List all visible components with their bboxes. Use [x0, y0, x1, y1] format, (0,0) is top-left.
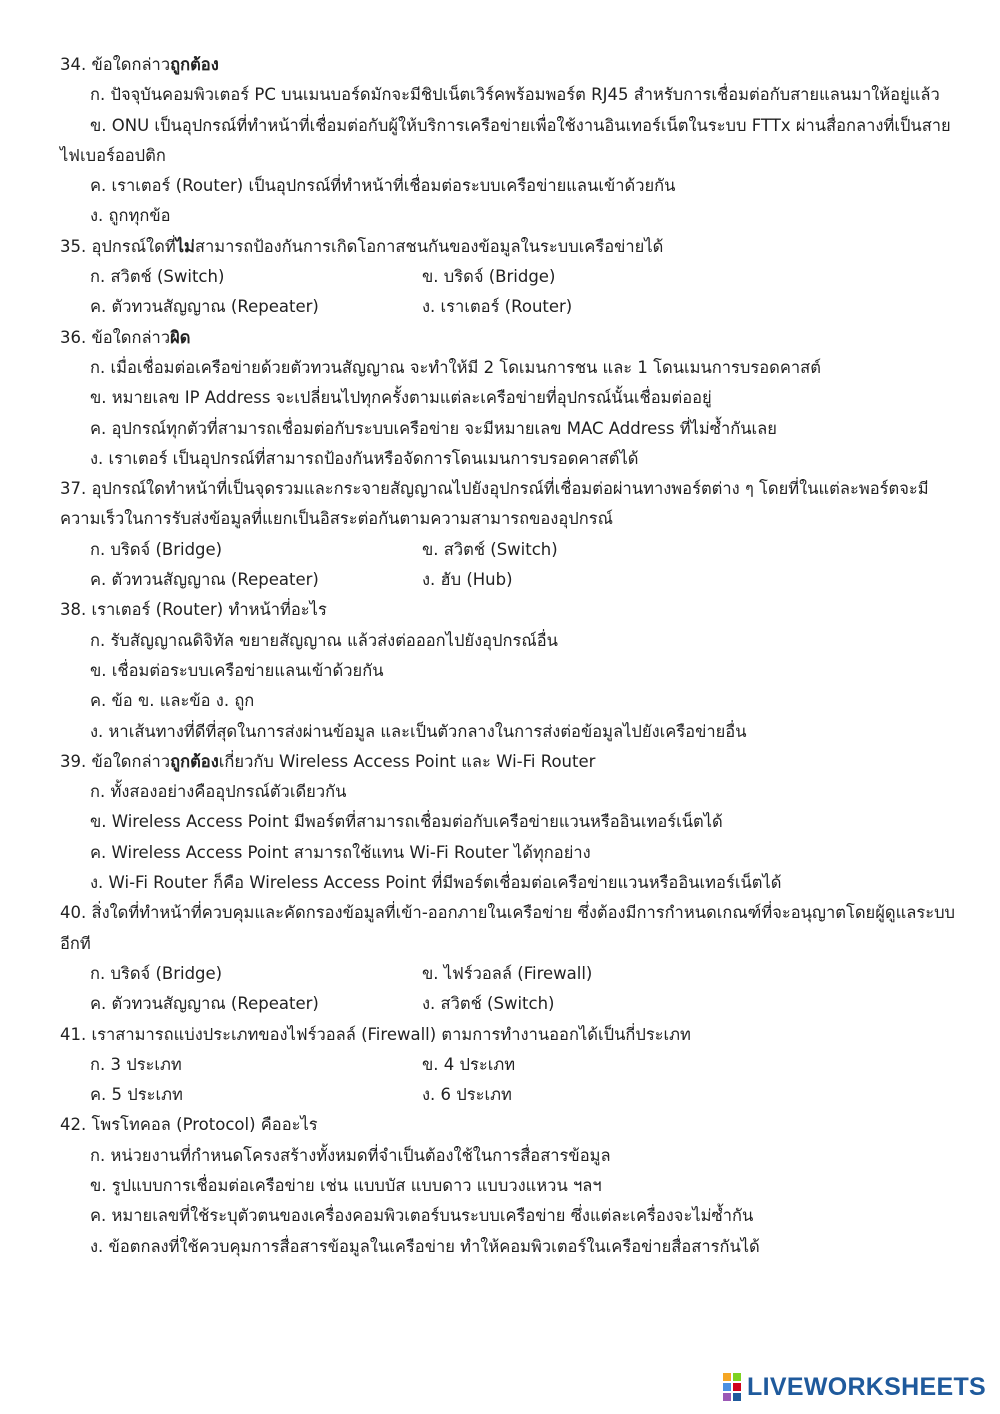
question-text: เกี่ยวกับ Wireless Access Point และ Wi-Fi Router: [218, 751, 596, 771]
question-block: [60, 474, 960, 595]
question-keyword: ไม่: [175, 236, 195, 256]
question-keyword: ผิด: [170, 327, 191, 347]
answer-option[interactable]: ง. เราเตอร์ เป็นอุปกรณ์ที่สามารถป้องกันหรือจัดการโดนเมนการบรอดคาสต์ได้: [90, 448, 639, 468]
answer-option[interactable]: ข. รูปแบบการเชื่อมต่อเครือข่าย เช่น แบบบัส แบบดาว แบบวงแหวน ฯลฯ: [90, 1175, 602, 1195]
answer-option[interactable]: ง. Wi-Fi Router ก็คือ Wireless Access Point ที่มีพอร์ตเชื่อมต่อเครือข่ายแวนหรืออินเทอร์เน็ตได้: [90, 873, 782, 893]
answer-option[interactable]: ก. รับสัญญาณดิจิทัล ขยายสัญญาณ แล้วส่งต่อออกไปยังอุปกรณ์อื่น: [90, 630, 558, 650]
logo-square: [733, 1373, 741, 1381]
question-number: 37.: [60, 479, 87, 499]
answer-option[interactable]: ง. 6 ประเภท: [422, 1085, 512, 1105]
answer-option[interactable]: ข. ONU เป็นอุปกรณ์ที่ทำหน้าที่เชื่อมต่อกับผู้ให้บริการเครือข่ายเพื่อใช้งานอินเทอร์เน็ตในระบบ FTTx ผ่านสื่อกลางที่เป็นสายไฟเบอร์ออปติก: [60, 115, 951, 165]
question-block: [60, 1110, 960, 1261]
question-block: [60, 595, 960, 746]
option-row: [60, 292, 960, 322]
liveworksheets-logo-icon: [723, 1373, 741, 1401]
answer-option[interactable]: ข. หมายเลข IP Address จะเปลี่ยนไปทุกครั้งตามแต่ละเครือข่ายที่อุปกรณ์นั้นเชื่อมต่ออยู่: [90, 388, 712, 408]
question-text: เราสามารถแบ่งประเภทของไฟร์วอลล์ (Firewall) ตามการทำงานออกได้เป็นกี่ประเภท: [91, 1024, 691, 1044]
answer-option[interactable]: ค. Wireless Access Point สามารถใช้แทน Wi-Fi Router ได้ทุกอย่าง: [90, 842, 591, 862]
question-keyword: ถูกต้อง: [170, 751, 219, 771]
logo-square: [733, 1393, 741, 1401]
question-block: [60, 1020, 960, 1111]
question-block: [60, 323, 960, 474]
answer-option[interactable]: ค. ข้อ ข. และข้อ ง. ถูก: [90, 691, 255, 711]
question-stem: [60, 474, 960, 535]
question-block: [60, 898, 960, 1019]
logo-square: [723, 1373, 731, 1381]
answer-option[interactable]: ข. เชื่อมต่อระบบเครือข่ายแลนเข้าด้วยกัน: [90, 660, 384, 680]
answer-option[interactable]: ง. หาเส้นทางที่ดีที่สุดในการส่งผ่านข้อมูล และเป็นตัวกลางในการส่งต่อข้อมูลไปยังเครือข่ายอื่น: [90, 721, 747, 741]
question-keyword: ถูกต้อง: [170, 55, 219, 74]
question-text: เราเตอร์ (Router) ทำหน้าที่อะไร: [91, 600, 327, 620]
answer-option[interactable]: ก. หน่วยงานที่กำหนดโครงสร้างทั้งหมดที่จำเป็นต้องใช้ในการสื่อสารข้อมูล: [90, 1145, 611, 1165]
question-text: สามารถป้องกันการเกิดโอกาสชนกันของข้อมูลในระบบเครือข่ายได้: [194, 236, 664, 256]
question-text: อุปกรณ์ใดทำหน้าที่เป็นจุดรวมและกระจายสัญญาณไปยังอุปกรณ์ที่เชื่อมต่อผ่านทางพอร์ตต่าง ๆ โดยที่ในแต่ละพอร์ตจะมีความเร็วในการรับส่งข้อมูลที่แยกเป็นอิสระต่อกันตามความสามารถของอุปกรณ์: [60, 479, 929, 529]
answer-option[interactable]: ง. ฮับ (Hub): [422, 570, 513, 590]
answer-option[interactable]: ก. ปัจจุบันคอมพิวเตอร์ PC บนเมนบอร์ดมักจะมีชิปเน็ตเวิร์คพร้อมพอร์ต RJ45 สำหรับการเชื่อมต่อกับสายแลนมาให้อยู่แล้ว: [90, 85, 940, 105]
question-stem: [60, 323, 960, 353]
answer-option[interactable]: ข. บริดจ์ (Bridge): [422, 267, 556, 287]
question-number: 36.: [60, 327, 87, 347]
answer-option[interactable]: ก. ทั้งสองอย่างคืออุปกรณ์ตัวเดียวกัน: [90, 782, 347, 802]
answer-option[interactable]: ข. Wireless Access Point มีพอร์ตที่สามารถเชื่อมต่อกับเครือข่ายแวนหรืออินเทอร์เน็ตได้: [90, 812, 723, 832]
question-number: 34.: [60, 55, 87, 74]
logo-square: [723, 1383, 731, 1391]
question-block: [60, 747, 960, 898]
question-text: ข้อใดกล่าว: [91, 751, 171, 771]
question-text: โพรโทคอล (Protocol) คืออะไร: [91, 1115, 318, 1135]
question-stem: [60, 1110, 960, 1140]
logo-square: [723, 1393, 731, 1401]
answer-option[interactable]: ค. หมายเลขที่ใช้ระบุตัวตนของเครื่องคอมพิวเตอร์บนระบบเครือข่าย ซึ่งแต่ละเครื่องจะไม่ซ้ำกัน: [90, 1206, 754, 1226]
question-number: 38.: [60, 600, 87, 620]
question-stem: [60, 50, 960, 80]
answer-option[interactable]: ก. สวิตช์ (Switch): [90, 267, 225, 287]
logo-square: [733, 1383, 741, 1391]
answer-option[interactable]: ก. เมื่อเชื่อมต่อเครือข่ายด้วยตัวทวนสัญญาณ จะทำให้มี 2 โดเมนการชน และ 1 โดนเมนการบรอดคาสต์: [90, 357, 821, 377]
option-row: [60, 535, 960, 565]
question-number: 39.: [60, 751, 87, 771]
question-stem: [60, 747, 960, 777]
answer-option[interactable]: ค. อุปกรณ์ทุกตัวที่สามารถเชื่อมต่อกับระบบเครือข่าย จะมีหมายเลข MAC Address ที่ไม่ซ้ำกันเลย: [90, 418, 777, 438]
question-number: 42.: [60, 1115, 87, 1135]
question-number: 40.: [60, 903, 87, 923]
answer-option[interactable]: ค. เราเตอร์ (Router) เป็นอุปกรณ์ที่ทำหน้าที่เชื่อมต่อระบบเครือข่ายแลนเข้าด้วยกัน: [90, 176, 676, 196]
answer-option[interactable]: ง. ข้อตกลงที่ใช้ควบคุมการสื่อสารข้อมูลในเครือข่าย ทำให้คอมพิวเตอร์ในเครือข่ายสื่อสารกันได้: [90, 1236, 760, 1256]
option-row: [60, 1080, 960, 1110]
worksheet: [60, 50, 960, 1262]
question-stem: [60, 595, 960, 625]
question-block: [60, 232, 960, 323]
question-text: สิ่งใดที่ทำหน้าที่ควบคุมและคัดกรองข้อมูลที่เข้า-ออกภายในเครือข่าย ซึ่งต้องมีการกำหนดเกณฑ์ที่จะอนุญาตโดยผู้ดูแลระบบอีกที: [60, 903, 956, 953]
answer-option[interactable]: ง. ถูกทุกข้อ: [90, 206, 171, 226]
question-stem: [60, 232, 960, 262]
question-stem: [60, 898, 960, 959]
question-block: [60, 50, 960, 232]
logo-text: LIVEWORKSHEETS: [747, 1372, 986, 1401]
question-number: 35.: [60, 236, 87, 256]
answer-option[interactable]: ข. ไฟร์วอลล์ (Firewall): [422, 963, 593, 983]
question-text: ข้อใดกล่าว: [91, 327, 171, 347]
option-row: [60, 565, 960, 595]
answer-option[interactable]: ข. สวิตช์ (Switch): [422, 539, 558, 559]
option-row: [60, 1050, 960, 1080]
answer-option[interactable]: ค. ตัวทวนสัญญาณ (Repeater): [90, 994, 319, 1014]
question-stem: [60, 1020, 960, 1050]
answer-option[interactable]: ค. 5 ประเภท: [90, 1085, 183, 1105]
option-row: [60, 989, 960, 1019]
answer-option[interactable]: ค. ตัวทวนสัญญาณ (Repeater): [90, 570, 319, 590]
answer-option[interactable]: ค. ตัวทวนสัญญาณ (Repeater): [90, 297, 319, 317]
liveworksheets-logo[interactable]: [723, 1372, 986, 1402]
answer-option[interactable]: ก. บริดจ์ (Bridge): [90, 539, 223, 559]
question-text: ข้อใดกล่าว: [91, 55, 171, 74]
question-text: อุปกรณ์ใดที่: [91, 236, 176, 256]
answer-option[interactable]: ง. เราเตอร์ (Router): [422, 297, 573, 317]
answer-option[interactable]: ข. 4 ประเภท: [422, 1054, 516, 1074]
option-row: [60, 262, 960, 292]
question-number: 41.: [60, 1024, 87, 1044]
answer-option[interactable]: ก. 3 ประเภท: [90, 1054, 182, 1074]
answer-option[interactable]: ก. บริดจ์ (Bridge): [90, 963, 223, 983]
answer-option[interactable]: ง. สวิตช์ (Switch): [422, 994, 555, 1014]
option-row: [60, 959, 960, 989]
